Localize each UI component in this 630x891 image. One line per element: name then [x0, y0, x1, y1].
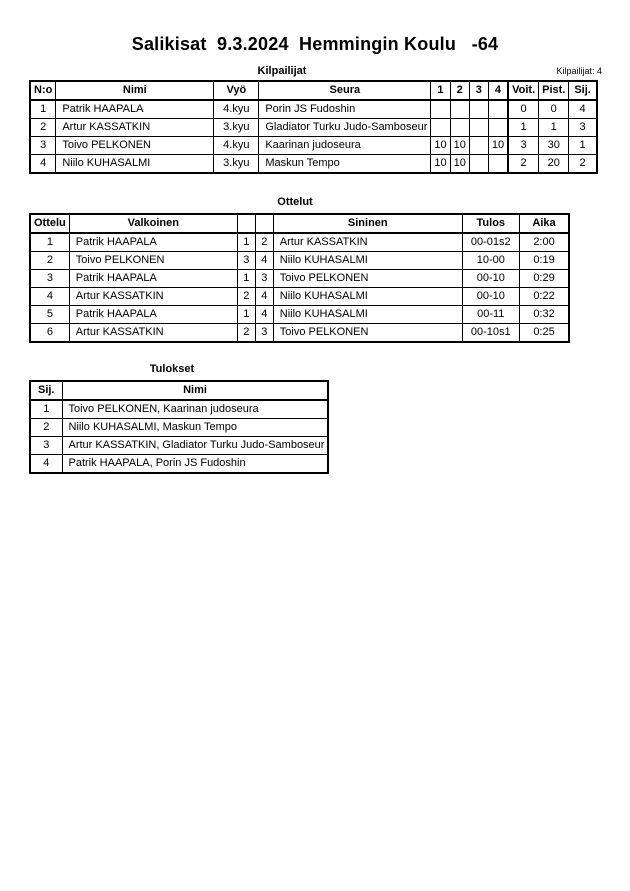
cell-r4	[488, 119, 508, 137]
cell-match-no: 5	[30, 306, 69, 324]
col-header-r1: 1	[431, 81, 450, 100]
cell-white-num: 1	[237, 306, 255, 324]
cell-match-no: 3	[30, 270, 69, 288]
cell-time: 0:19	[519, 252, 569, 270]
cell-match-no: 2	[30, 252, 69, 270]
cell-place: 3	[30, 437, 62, 455]
cell-white-name: Toivo PELKONEN	[69, 252, 237, 270]
section-title-ottelut: Ottelut	[277, 196, 313, 208]
cell-time: 0:25	[519, 324, 569, 343]
kilpailijat-table	[29, 80, 598, 174]
cell-no: 1	[30, 100, 56, 119]
cell-result: 00-11	[462, 306, 519, 324]
col-header-wnum	[237, 214, 255, 233]
col-header-voit: Voit.	[508, 81, 539, 100]
col-header-valkoinen: Valkoinen	[69, 214, 237, 233]
table-row	[30, 455, 328, 474]
cell-voit: 1	[508, 119, 539, 137]
table-row	[30, 233, 569, 252]
col-header-no: N:o	[30, 81, 56, 100]
col-header-sininen: Sininen	[273, 214, 462, 233]
cell-seura: Gladiator Turku Judo-Samboseur	[259, 119, 431, 137]
cell-blue-num: 3	[255, 324, 273, 343]
cell-r2: 10	[450, 137, 469, 155]
cell-no: 3	[30, 137, 56, 155]
cell-result: 00-10	[462, 288, 519, 306]
cell-r3	[469, 100, 488, 119]
tulokset-table	[29, 380, 329, 474]
cell-time: 0:29	[519, 270, 569, 288]
table-row	[30, 252, 569, 270]
cell-voit: 3	[508, 137, 539, 155]
cell-white-name: Patrik HAAPALA	[69, 306, 237, 324]
page-title: Salikisat 9.3.2024 Hemmingin Koulu -64	[131, 34, 499, 54]
col-header-nimi: Nimi	[56, 81, 214, 100]
cell-white-num: 1	[237, 270, 255, 288]
cell-result: 10-00	[462, 252, 519, 270]
cell-place: 2	[30, 419, 62, 437]
cell-blue-name: Artur KASSATKIN	[273, 233, 462, 252]
cell-result: 00-01s2	[462, 233, 519, 252]
col-header-seura: Seura	[259, 81, 431, 100]
cell-voit: 2	[508, 155, 539, 174]
cell-pist: 30	[539, 137, 569, 155]
cell-vyo: 3.kyu	[214, 119, 259, 137]
col-header-sij: Sij.	[30, 381, 62, 400]
cell-blue-num: 3	[255, 270, 273, 288]
cell-blue-name: Toivo PELKONEN	[273, 270, 462, 288]
table-row	[30, 288, 569, 306]
cell-vyo: 4.kyu	[214, 137, 259, 155]
col-header-bnum	[255, 214, 273, 233]
cell-r3	[469, 155, 488, 174]
cell-sij: 1	[569, 137, 597, 155]
cell-nimi: Artur KASSATKIN	[56, 119, 214, 137]
cell-seura: Kaarinan judoseura	[259, 137, 431, 155]
cell-white-num: 3	[237, 252, 255, 270]
cell-white-name: Patrik HAAPALA	[69, 270, 237, 288]
cell-r3	[469, 119, 488, 137]
cell-result: 00-10s1	[462, 324, 519, 343]
cell-pist: 20	[539, 155, 569, 174]
table-row	[30, 400, 328, 419]
table-row	[30, 155, 597, 174]
competitors-count: Kilpailijat: 4	[556, 66, 602, 76]
cell-r2	[450, 100, 469, 119]
cell-r4	[488, 100, 508, 119]
col-header-nimi: Nimi	[62, 381, 328, 400]
col-header-tulos: Tulos	[462, 214, 519, 233]
tulokset-header-row	[30, 381, 328, 400]
cell-white-name: Patrik HAAPALA	[69, 233, 237, 252]
cell-name-club: Toivo PELKONEN, Kaarinan judoseura	[62, 400, 328, 419]
cell-sij: 3	[569, 119, 597, 137]
cell-place: 4	[30, 455, 62, 474]
cell-nimi: Niilo KUHASALMI	[56, 155, 214, 174]
section-title-kilpailijat: Kilpailijat	[257, 65, 307, 77]
cell-r1	[431, 100, 450, 119]
cell-pist: 0	[539, 100, 569, 119]
cell-nimi: Patrik HAAPALA	[56, 100, 214, 119]
cell-blue-name: Toivo PELKONEN	[273, 324, 462, 343]
kilpailijat-header-row	[30, 81, 597, 100]
cell-time: 2:00	[519, 233, 569, 252]
cell-r1: 10	[431, 155, 450, 174]
cell-blue-name: Niilo KUHASALMI	[273, 288, 462, 306]
col-header-r2: 2	[450, 81, 469, 100]
cell-white-num: 2	[237, 288, 255, 306]
table-row	[30, 270, 569, 288]
table-row	[30, 137, 597, 155]
cell-r4: 10	[488, 137, 508, 155]
col-header-r4: 4	[488, 81, 508, 100]
cell-r2: 10	[450, 155, 469, 174]
cell-blue-num: 2	[255, 233, 273, 252]
cell-match-no: 1	[30, 233, 69, 252]
table-row	[30, 119, 597, 137]
table-row	[30, 437, 328, 455]
cell-blue-num: 4	[255, 306, 273, 324]
cell-white-name: Artur KASSATKIN	[69, 324, 237, 343]
cell-r1: 10	[431, 137, 450, 155]
table-row	[30, 306, 569, 324]
ottelut-header-row	[30, 214, 569, 233]
cell-time: 0:32	[519, 306, 569, 324]
cell-no: 4	[30, 155, 56, 174]
cell-seura: Porin JS Fudoshin	[259, 100, 431, 119]
cell-nimi: Toivo PELKONEN	[56, 137, 214, 155]
table-row	[30, 324, 569, 343]
cell-blue-name: Niilo KUHASALMI	[273, 252, 462, 270]
cell-white-num: 2	[237, 324, 255, 343]
cell-blue-name: Niilo KUHASALMI	[273, 306, 462, 324]
cell-blue-num: 4	[255, 288, 273, 306]
ottelut-table	[29, 213, 570, 343]
cell-sij: 2	[569, 155, 597, 174]
col-header-sij: Sij.	[569, 81, 597, 100]
cell-blue-num: 4	[255, 252, 273, 270]
table-row	[30, 100, 597, 119]
col-header-vyo: Vyö	[214, 81, 259, 100]
cell-voit: 0	[508, 100, 539, 119]
cell-vyo: 4.kyu	[214, 100, 259, 119]
cell-seura: Maskun Tempo	[259, 155, 431, 174]
cell-result: 00-10	[462, 270, 519, 288]
cell-pist: 1	[539, 119, 569, 137]
col-header-pist: Pist.	[539, 81, 569, 100]
table-row	[30, 419, 328, 437]
cell-r2	[450, 119, 469, 137]
col-header-r3: 3	[469, 81, 488, 100]
cell-sij: 4	[569, 100, 597, 119]
cell-place: 1	[30, 400, 62, 419]
cell-r1	[431, 119, 450, 137]
cell-name-club: Patrik HAAPALA, Porin JS Fudoshin	[62, 455, 328, 474]
cell-time: 0:22	[519, 288, 569, 306]
cell-white-num: 1	[237, 233, 255, 252]
cell-white-name: Artur KASSATKIN	[69, 288, 237, 306]
col-header-aika: Aika	[519, 214, 569, 233]
cell-vyo: 3.kyu	[214, 155, 259, 174]
section-title-tulokset: Tulokset	[149, 363, 195, 375]
cell-name-club: Artur KASSATKIN, Gladiator Turku Judo-Samboseur	[62, 437, 328, 455]
cell-match-no: 4	[30, 288, 69, 306]
cell-match-no: 6	[30, 324, 69, 343]
cell-no: 2	[30, 119, 56, 137]
cell-r3	[469, 137, 488, 155]
cell-r4	[488, 155, 508, 174]
cell-name-club: Niilo KUHASALMI, Maskun Tempo	[62, 419, 328, 437]
col-header-ottelu: Ottelu	[30, 214, 69, 233]
